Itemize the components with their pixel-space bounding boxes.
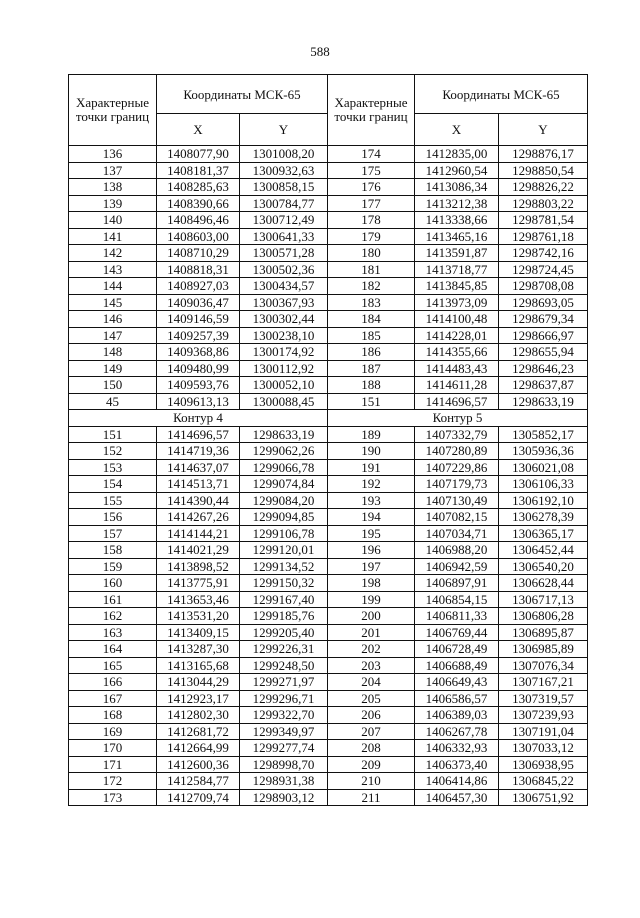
x-coord-cell-right: 1406457,30 <box>415 789 499 806</box>
y-coord-cell-left: 1299226,31 <box>240 641 328 658</box>
y-coord-cell-left: 1300712,49 <box>240 212 328 229</box>
point-id-cell-right: 190 <box>328 443 415 460</box>
y-coord-cell-left: 1299205,40 <box>240 624 328 641</box>
point-id-cell-right: 192 <box>328 476 415 493</box>
x-coord-cell-right: 1407082,15 <box>415 509 499 526</box>
x-coord-cell-right: 1407034,71 <box>415 525 499 542</box>
y-coord-cell-right: 1298666,97 <box>499 327 588 344</box>
y-coord-cell-left: 1298903,12 <box>240 789 328 806</box>
y-coord-cell-right: 1306278,39 <box>499 509 588 526</box>
x-coord-cell-right: 1407179,73 <box>415 476 499 493</box>
y-coord-cell-left: 1300932,63 <box>240 162 328 179</box>
x-coord-cell-left: 1414696,57 <box>157 426 240 443</box>
table-row <box>69 327 588 344</box>
x-coord-cell-left: 1409257,39 <box>157 327 240 344</box>
y-coord-cell-right: 1307239,93 <box>499 707 588 724</box>
y-coord-cell-right: 1298693,05 <box>499 294 588 311</box>
x-coord-cell-right: 1413591,87 <box>415 245 499 262</box>
table-row <box>69 591 588 608</box>
point-id-cell-right: 186 <box>328 344 415 361</box>
point-id-cell-left: 142 <box>69 245 157 262</box>
point-id-cell-right: 200 <box>328 608 415 625</box>
x-coord-cell-right: 1414611,28 <box>415 377 499 394</box>
point-id-cell-left: 154 <box>69 476 157 493</box>
x-coord-cell-left: 1412600,36 <box>157 756 240 773</box>
point-id-cell-right: 205 <box>328 690 415 707</box>
x-coord-cell-left: 1413287,30 <box>157 641 240 658</box>
y-coord-cell-left: 1299134,52 <box>240 558 328 575</box>
point-id-cell-left: 153 <box>69 459 157 476</box>
table-row <box>69 344 588 361</box>
table-row <box>69 311 588 328</box>
table-row <box>69 707 588 724</box>
point-id-cell-right: 185 <box>328 327 415 344</box>
y-coord-cell-left: 1298998,70 <box>240 756 328 773</box>
point-id-cell-left: 138 <box>69 179 157 196</box>
table-row <box>69 773 588 790</box>
x-coord-cell-left: 1409146,59 <box>157 311 240 328</box>
point-id-cell-right: 183 <box>328 294 415 311</box>
y-coord-cell-right: 1306540,20 <box>499 558 588 575</box>
x-coord-cell-right: 1413086,34 <box>415 179 499 196</box>
table-row <box>69 393 588 410</box>
x-coord-cell-right: 1414483,43 <box>415 360 499 377</box>
y-coord-cell-left: 1300858,15 <box>240 179 328 196</box>
point-id-cell-right: 187 <box>328 360 415 377</box>
y-coord-cell-right: 1306985,89 <box>499 641 588 658</box>
x-coord-cell-left: 1408603,00 <box>157 228 240 245</box>
x-coord-cell-left: 1408496,46 <box>157 212 240 229</box>
x-coord-cell-left: 1412664,99 <box>157 740 240 757</box>
x-coord-cell-right: 1412835,00 <box>415 146 499 163</box>
x-coord-cell-right: 1406769,44 <box>415 624 499 641</box>
x-coord-cell-right: 1406373,40 <box>415 756 499 773</box>
y-coord-cell-right: 1306938,95 <box>499 756 588 773</box>
x-coord-cell-left: 1414637,07 <box>157 459 240 476</box>
y-coord-cell-left: 1299150,32 <box>240 575 328 592</box>
y-coord-cell-right: 1298742,16 <box>499 245 588 262</box>
y-coord-cell-left: 1301008,20 <box>240 146 328 163</box>
table-row <box>69 558 588 575</box>
point-id-cell-left: 150 <box>69 377 157 394</box>
y-coord-cell-right: 1306192,10 <box>499 492 588 509</box>
point-id-cell-right: 204 <box>328 674 415 691</box>
table-row <box>69 377 588 394</box>
point-id-cell-left: 167 <box>69 690 157 707</box>
points-header-right: Характерные точки границ <box>328 75 415 146</box>
point-id-cell-right: 210 <box>328 773 415 790</box>
y-coord-cell-right: 1306365,17 <box>499 525 588 542</box>
y-coord-cell-right: 1306806,28 <box>499 608 588 625</box>
y-coord-cell-right: 1307191,04 <box>499 723 588 740</box>
table-row <box>69 690 588 707</box>
coordinates-table <box>68 74 588 806</box>
point-id-cell-right: 211 <box>328 789 415 806</box>
point-id-cell-left: 161 <box>69 591 157 608</box>
point-id-cell-left: 172 <box>69 773 157 790</box>
y-coord-cell-right: 1298826,22 <box>499 179 588 196</box>
y-coord-cell-left: 1299248,50 <box>240 657 328 674</box>
x-coord-cell-left: 1414144,21 <box>157 525 240 542</box>
y-coord-cell-left: 1300571,28 <box>240 245 328 262</box>
x-coord-cell-right: 1406649,43 <box>415 674 499 691</box>
point-id-cell-left: 162 <box>69 608 157 625</box>
y-coord-cell-right: 1298803,22 <box>499 195 588 212</box>
table-row <box>69 459 588 476</box>
coords-header-right: Координаты МСК-65 <box>415 75 588 114</box>
point-id-cell-right: 151 <box>328 393 415 410</box>
table-row <box>69 426 588 443</box>
point-id-cell-right: 202 <box>328 641 415 658</box>
y-coord-cell-right: 1298655,94 <box>499 344 588 361</box>
x-coord-cell-left: 1413653,46 <box>157 591 240 608</box>
coords-header-left: Координаты МСК-65 <box>157 75 328 114</box>
y-coord-cell-left: 1299106,78 <box>240 525 328 542</box>
table-row <box>69 740 588 757</box>
y-coord-cell-left: 1299185,76 <box>240 608 328 625</box>
table-row <box>69 228 588 245</box>
point-id-cell-right: 195 <box>328 525 415 542</box>
x-coord-cell-right: 1413845,85 <box>415 278 499 295</box>
x-coord-cell-left: 1414267,26 <box>157 509 240 526</box>
table-body <box>69 146 588 806</box>
point-id-cell-left: 147 <box>69 327 157 344</box>
x-coord-cell-left: 1409036,47 <box>157 294 240 311</box>
x-coord-cell-left: 1413165,68 <box>157 657 240 674</box>
y-coord-cell-right: 1298876,17 <box>499 146 588 163</box>
table-row <box>69 261 588 278</box>
y-coord-cell-right: 1306452,44 <box>499 542 588 559</box>
y-coord-cell-right: 1306021,08 <box>499 459 588 476</box>
x-coord-cell-left: 1409593,76 <box>157 377 240 394</box>
y-coord-cell-right: 1306751,92 <box>499 789 588 806</box>
point-id-cell-left: 164 <box>69 641 157 658</box>
table-row <box>69 278 588 295</box>
x-coord-cell-right: 1407280,89 <box>415 443 499 460</box>
x-coord-cell-right: 1414355,66 <box>415 344 499 361</box>
point-id-cell-left: 139 <box>69 195 157 212</box>
point-id-cell-left: 145 <box>69 294 157 311</box>
table-row <box>69 789 588 806</box>
x-coord-cell-left: 1413898,52 <box>157 558 240 575</box>
table-row <box>69 212 588 229</box>
y-coord-cell-left: 1300641,33 <box>240 228 328 245</box>
x-coord-cell-right: 1406688,49 <box>415 657 499 674</box>
points-header-left: Характерные точки границ <box>69 75 157 146</box>
y-coord-cell-left: 1300784,77 <box>240 195 328 212</box>
point-id-cell-right: 209 <box>328 756 415 773</box>
y-coord-cell-right: 1298637,87 <box>499 377 588 394</box>
table-row <box>69 657 588 674</box>
y-coord-cell-right: 1306717,13 <box>499 591 588 608</box>
point-id-cell-right: 178 <box>328 212 415 229</box>
y-coord-cell-left: 1299277,74 <box>240 740 328 757</box>
y-coord-cell-right: 1306106,33 <box>499 476 588 493</box>
x-coord-cell-left: 1413409,15 <box>157 624 240 641</box>
point-id-cell-left: 168 <box>69 707 157 724</box>
y-coord-cell-left: 1299167,40 <box>240 591 328 608</box>
point-id-cell-right: 198 <box>328 575 415 592</box>
x-coord-cell-left: 1413775,91 <box>157 575 240 592</box>
point-id-cell-left: 158 <box>69 542 157 559</box>
point-id-cell-left: 173 <box>69 789 157 806</box>
y-coord-cell-left: 1299349,97 <box>240 723 328 740</box>
y-coord-cell-right: 1298679,34 <box>499 311 588 328</box>
y-coord-cell-right: 1298761,18 <box>499 228 588 245</box>
x-coord-cell-left: 1408927,03 <box>157 278 240 295</box>
y-coord-cell-right: 1307319,57 <box>499 690 588 707</box>
y-coord-cell-right: 1298724,45 <box>499 261 588 278</box>
point-id-cell-left: 148 <box>69 344 157 361</box>
table-row <box>69 195 588 212</box>
x-coord-cell-right: 1406811,33 <box>415 608 499 625</box>
table-row <box>69 624 588 641</box>
point-id-cell-left: 157 <box>69 525 157 542</box>
y-coord-cell-left: 1299074,84 <box>240 476 328 493</box>
point-id-cell-left: 163 <box>69 624 157 641</box>
y-coord-cell-left: 1300302,44 <box>240 311 328 328</box>
y-coord-cell-left: 1300174,92 <box>240 344 328 361</box>
y-coord-cell-right: 1306895,87 <box>499 624 588 641</box>
table-header <box>69 75 588 146</box>
x-coord-cell-left: 1408181,37 <box>157 162 240 179</box>
x-coord-cell-right: 1413212,38 <box>415 195 499 212</box>
x-coord-cell-right: 1406897,91 <box>415 575 499 592</box>
point-id-cell-right: 174 <box>328 146 415 163</box>
point-id-cell-right: 181 <box>328 261 415 278</box>
y-coord-cell-left: 1299066,78 <box>240 459 328 476</box>
x-coord-cell-left: 1413531,20 <box>157 608 240 625</box>
x-coord-cell-left: 1412584,77 <box>157 773 240 790</box>
x-coord-cell-right: 1406332,93 <box>415 740 499 757</box>
y-coord-cell-left: 1299062,26 <box>240 443 328 460</box>
point-id-cell-left: 160 <box>69 575 157 592</box>
x-coord-cell-left: 1412681,72 <box>157 723 240 740</box>
point-id-cell-left: 152 <box>69 443 157 460</box>
x-coord-cell-left: 1408390,66 <box>157 195 240 212</box>
y-coord-cell-right: 1306845,22 <box>499 773 588 790</box>
y-coord-cell-left: 1299084,20 <box>240 492 328 509</box>
x-coord-cell-left: 1409480,99 <box>157 360 240 377</box>
point-id-cell-left: 144 <box>69 278 157 295</box>
table-row <box>69 245 588 262</box>
y-coord-cell-left: 1300112,92 <box>240 360 328 377</box>
contour-label-right: Контур 5 <box>328 410 588 427</box>
point-id-cell-right: 176 <box>328 179 415 196</box>
point-id-cell-left: 140 <box>69 212 157 229</box>
point-id-cell-right: 207 <box>328 723 415 740</box>
x-coord-cell-left: 1408710,29 <box>157 245 240 262</box>
y-coord-cell-left: 1298633,19 <box>240 426 328 443</box>
y-coord-cell-right: 1305936,36 <box>499 443 588 460</box>
page-number: 588 <box>310 44 330 59</box>
y-coord-cell-right: 1298646,23 <box>499 360 588 377</box>
x-coord-cell-right: 1414696,57 <box>415 393 499 410</box>
table-row <box>69 674 588 691</box>
x-coord-cell-right: 1413465,16 <box>415 228 499 245</box>
point-id-cell-right: 184 <box>328 311 415 328</box>
table-row <box>69 443 588 460</box>
point-id-cell-right: 206 <box>328 707 415 724</box>
y-coord-cell-left: 1299322,70 <box>240 707 328 724</box>
x-coord-cell-left: 1409368,86 <box>157 344 240 361</box>
point-id-cell-left: 151 <box>69 426 157 443</box>
y-coord-cell-left: 1299120,01 <box>240 542 328 559</box>
contour-label-left: Контур 4 <box>69 410 328 427</box>
table-row <box>69 162 588 179</box>
point-id-cell-left: 156 <box>69 509 157 526</box>
y-coord-cell-left: 1300502,36 <box>240 261 328 278</box>
x-coord-cell-left: 1414021,29 <box>157 542 240 559</box>
point-id-cell-right: 191 <box>328 459 415 476</box>
point-id-cell-right: 197 <box>328 558 415 575</box>
point-id-cell-right: 201 <box>328 624 415 641</box>
table-row <box>69 294 588 311</box>
point-id-cell-right: 194 <box>328 509 415 526</box>
x-coord-cell-right: 1407229,86 <box>415 459 499 476</box>
point-id-cell-left: 45 <box>69 393 157 410</box>
x-coord-cell-left: 1408077,90 <box>157 146 240 163</box>
point-id-cell-left: 159 <box>69 558 157 575</box>
x-coord-cell-right: 1414228,01 <box>415 327 499 344</box>
x-coord-cell-right: 1413973,09 <box>415 294 499 311</box>
y-header-right: Y <box>499 114 588 146</box>
y-coord-cell-left: 1298931,38 <box>240 773 328 790</box>
x-coord-cell-right: 1413718,77 <box>415 261 499 278</box>
y-header-left: Y <box>240 114 328 146</box>
y-coord-cell-right: 1305852,17 <box>499 426 588 443</box>
x-coord-cell-right: 1406988,20 <box>415 542 499 559</box>
table-row <box>69 575 588 592</box>
point-id-cell-right: 188 <box>328 377 415 394</box>
y-coord-cell-left: 1299271,97 <box>240 674 328 691</box>
table-row <box>69 509 588 526</box>
x-coord-cell-right: 1407332,79 <box>415 426 499 443</box>
y-coord-cell-left: 1299296,71 <box>240 690 328 707</box>
point-id-cell-right: 177 <box>328 195 415 212</box>
x-coord-cell-left: 1414513,71 <box>157 476 240 493</box>
table-row <box>69 146 588 163</box>
x-coord-cell-right: 1406414,86 <box>415 773 499 790</box>
point-id-cell-left: 146 <box>69 311 157 328</box>
table-row <box>69 476 588 493</box>
x-coord-cell-left: 1408818,31 <box>157 261 240 278</box>
point-id-cell-right: 175 <box>328 162 415 179</box>
y-coord-cell-right: 1298850,54 <box>499 162 588 179</box>
x-coord-cell-left: 1409613,13 <box>157 393 240 410</box>
y-coord-cell-right: 1307076,34 <box>499 657 588 674</box>
y-coord-cell-right: 1307167,21 <box>499 674 588 691</box>
y-coord-cell-left: 1300088,45 <box>240 393 328 410</box>
point-id-cell-right: 193 <box>328 492 415 509</box>
point-id-cell-left: 143 <box>69 261 157 278</box>
table-row <box>69 723 588 740</box>
table-row <box>69 608 588 625</box>
x-coord-cell-left: 1413044,29 <box>157 674 240 691</box>
table-row <box>69 756 588 773</box>
x-coord-cell-left: 1412709,74 <box>157 789 240 806</box>
point-id-cell-left: 141 <box>69 228 157 245</box>
point-id-cell-left: 137 <box>69 162 157 179</box>
point-id-cell-left: 171 <box>69 756 157 773</box>
table-row <box>69 525 588 542</box>
y-coord-cell-left: 1300367,93 <box>240 294 328 311</box>
x-coord-cell-right: 1406942,59 <box>415 558 499 575</box>
y-coord-cell-left: 1300434,57 <box>240 278 328 295</box>
x-header-right: X <box>415 114 499 146</box>
x-coord-cell-right: 1406267,78 <box>415 723 499 740</box>
table-row <box>69 542 588 559</box>
point-id-cell-right: 203 <box>328 657 415 674</box>
y-coord-cell-right: 1298708,08 <box>499 278 588 295</box>
y-coord-cell-left: 1299094,85 <box>240 509 328 526</box>
x-coord-cell-right: 1406586,57 <box>415 690 499 707</box>
point-id-cell-left: 166 <box>69 674 157 691</box>
point-id-cell-left: 169 <box>69 723 157 740</box>
x-coord-cell-left: 1412802,30 <box>157 707 240 724</box>
point-id-cell-right: 196 <box>328 542 415 559</box>
point-id-cell-left: 149 <box>69 360 157 377</box>
x-coord-cell-right: 1413338,66 <box>415 212 499 229</box>
y-coord-cell-right: 1298633,19 <box>499 393 588 410</box>
x-coord-cell-left: 1414719,36 <box>157 443 240 460</box>
y-coord-cell-right: 1307033,12 <box>499 740 588 757</box>
point-id-cell-right: 199 <box>328 591 415 608</box>
x-coord-cell-right: 1406854,15 <box>415 591 499 608</box>
y-coord-cell-left: 1300238,10 <box>240 327 328 344</box>
point-id-cell-right: 180 <box>328 245 415 262</box>
x-coord-cell-left: 1414390,44 <box>157 492 240 509</box>
y-coord-cell-left: 1300052,10 <box>240 377 328 394</box>
table-row <box>69 492 588 509</box>
point-id-cell-right: 189 <box>328 426 415 443</box>
x-coord-cell-left: 1412923,17 <box>157 690 240 707</box>
x-coord-cell-right: 1407130,49 <box>415 492 499 509</box>
x-coord-cell-right: 1406728,49 <box>415 641 499 658</box>
point-id-cell-left: 155 <box>69 492 157 509</box>
y-coord-cell-right: 1298781,54 <box>499 212 588 229</box>
x-coord-cell-right: 1406389,03 <box>415 707 499 724</box>
section-row <box>69 410 588 427</box>
table-row <box>69 179 588 196</box>
point-id-cell-right: 208 <box>328 740 415 757</box>
point-id-cell-right: 182 <box>328 278 415 295</box>
x-coord-cell-right: 1414100,48 <box>415 311 499 328</box>
point-id-cell-left: 136 <box>69 146 157 163</box>
point-id-cell-right: 179 <box>328 228 415 245</box>
point-id-cell-left: 165 <box>69 657 157 674</box>
x-coord-cell-right: 1412960,54 <box>415 162 499 179</box>
table-row <box>69 641 588 658</box>
point-id-cell-left: 170 <box>69 740 157 757</box>
x-header-left: X <box>157 114 240 146</box>
y-coord-cell-right: 1306628,44 <box>499 575 588 592</box>
table-row <box>69 360 588 377</box>
x-coord-cell-left: 1408285,63 <box>157 179 240 196</box>
